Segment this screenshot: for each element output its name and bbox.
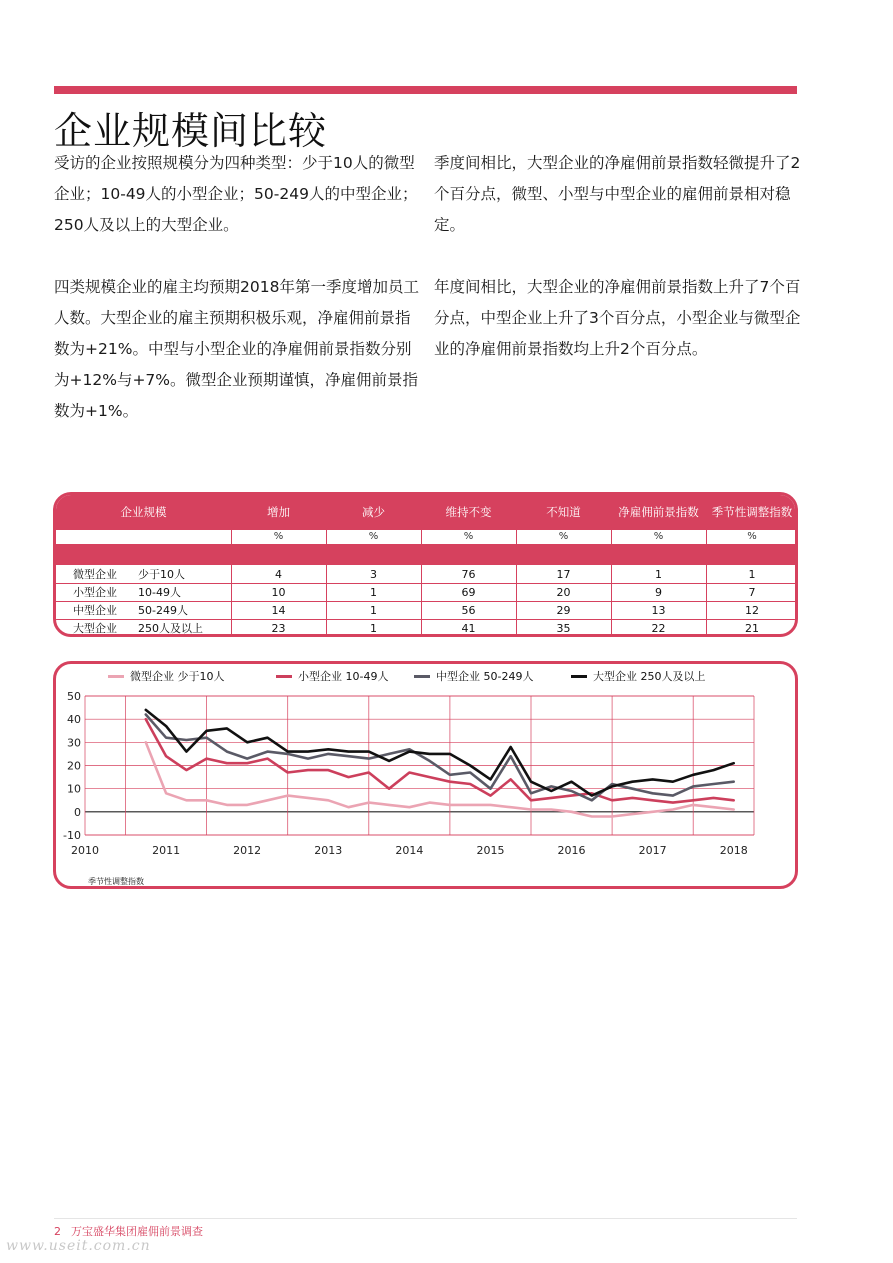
table-cell: 1: [370, 604, 377, 617]
row-label: 微型企业: [73, 568, 117, 581]
x-tick-label: 2016: [557, 844, 586, 857]
x-tick-label: 2014: [395, 844, 424, 857]
unit-label: %: [653, 531, 664, 542]
y-tick-label: 20: [67, 759, 81, 773]
table-header: 增加: [267, 505, 290, 519]
paragraph: 年度间相比，大型企业的净雇佣前景指数上升了7个百分点，中型企业上升了3个百分点，小型企业与微型企业的净雇佣前景指数均上升2个百分点。: [434, 278, 801, 358]
table-cell: 29: [556, 604, 571, 617]
x-tick-label: 2010: [71, 844, 99, 857]
y-tick-label: 30: [67, 736, 81, 750]
table-cell: 1: [370, 586, 377, 599]
x-tick-label: 2012: [233, 844, 262, 857]
unit-label: %: [463, 531, 474, 542]
table-header: 减少: [362, 505, 385, 519]
series-line-2: [146, 715, 734, 801]
table-header: 维持不变: [445, 505, 492, 519]
footer-divider: [54, 1218, 797, 1219]
table-cell: 20: [556, 586, 571, 599]
y-tick-label: 50: [67, 690, 81, 703]
x-tick-label: 2017: [638, 844, 667, 857]
row-range: 少于10人: [138, 568, 185, 581]
legend-label: 大型企业 250人及以上: [593, 670, 706, 683]
table-cell: 76: [461, 568, 476, 581]
table-cell: 41: [461, 622, 476, 635]
table-cell: 56: [461, 604, 476, 617]
table-cell: 1: [748, 568, 756, 581]
footer: [54, 1223, 203, 1239]
table-cell: 10: [271, 586, 286, 599]
table-header: 不知道: [546, 505, 581, 519]
table-cell: 21: [745, 622, 759, 635]
table-cell: 9: [655, 586, 662, 599]
page-number: 2: [54, 1225, 61, 1238]
row-label: 中型企业: [73, 604, 117, 617]
y-tick-label: 10: [67, 782, 81, 796]
y-tick-label: 40: [67, 713, 81, 727]
legend-label: 小型企业 10-49人: [298, 670, 389, 683]
table-cell: 22: [651, 622, 666, 635]
table-cell: 17: [556, 568, 571, 581]
table-cell: 35: [556, 622, 571, 635]
table-cell: 23: [271, 622, 286, 635]
paragraph: 季度间相比，大型企业的净雇佣前景指数轻微提升了2个百分点，微型、小型与中型企业的雇佣前景相对稳定。: [434, 154, 801, 234]
table-header: 净雇佣前景指数: [618, 505, 699, 519]
unit-label: %: [747, 531, 757, 542]
top-accent-bar: [54, 86, 797, 94]
table-cell: 1: [655, 568, 662, 581]
table-cell: 3: [370, 568, 377, 581]
paragraph: 受访的企业按照规模分为四种类型：少于10人的微型企业；10-49人的小型企业；50-249人的中型企业；250人及以上的大型企业。: [54, 154, 418, 234]
table-header: 企业规模: [120, 505, 167, 519]
left-column: [54, 148, 424, 458]
table-cell: 7: [748, 586, 756, 599]
table-header: 季节性调整指数: [711, 505, 793, 519]
table-cell: 12: [745, 604, 759, 617]
y-tick-label: 0: [74, 805, 81, 819]
row-label: 小型企业: [73, 586, 117, 599]
line-chart: [53, 661, 798, 889]
size-comparison-table: [53, 492, 798, 637]
page-title: 企业规模间比较: [54, 109, 328, 153]
paragraph: 四类规模企业的雇主均预期2018年第一季度增加员工人数。大型企业的雇主预期积极乐观，净雇佣前景指数为+21%。中型与小型企业的净雇佣前景指数分别为+12%与+7%。微型企业预期谨慎，净雇佣前景指数为+1%。: [54, 278, 419, 420]
x-tick-label: 2011: [152, 844, 181, 857]
legend-label: 中型企业 50-249人: [436, 670, 534, 683]
row-range: 50-249人: [138, 604, 188, 617]
right-column: [434, 148, 804, 396]
unit-label: %: [558, 531, 569, 542]
watermark: www.useit.com.cn: [6, 1238, 151, 1254]
x-tick-label: 2018: [719, 844, 748, 857]
legend-label: 微型企业 少于10人: [130, 670, 225, 683]
table-cell: 1: [370, 622, 377, 635]
footer-text: 万宝盛华集团雇佣前景调查: [71, 1225, 203, 1238]
unit-label: %: [273, 531, 284, 542]
y-tick-label: -10: [63, 829, 81, 842]
x-tick-label: 2013: [314, 844, 343, 857]
x-tick-label: 2015: [476, 844, 505, 857]
row-range: 250人及以上: [138, 622, 203, 635]
chart-note: 季节性调整指数: [88, 877, 144, 886]
table-cell: 14: [271, 604, 286, 617]
table-cell: 13: [651, 604, 666, 617]
unit-label: %: [368, 531, 379, 542]
row-label: 大型企业: [73, 622, 117, 635]
table-cell: 4: [275, 568, 282, 581]
table-cell: 69: [461, 586, 476, 599]
row-range: 10-49人: [138, 586, 181, 599]
